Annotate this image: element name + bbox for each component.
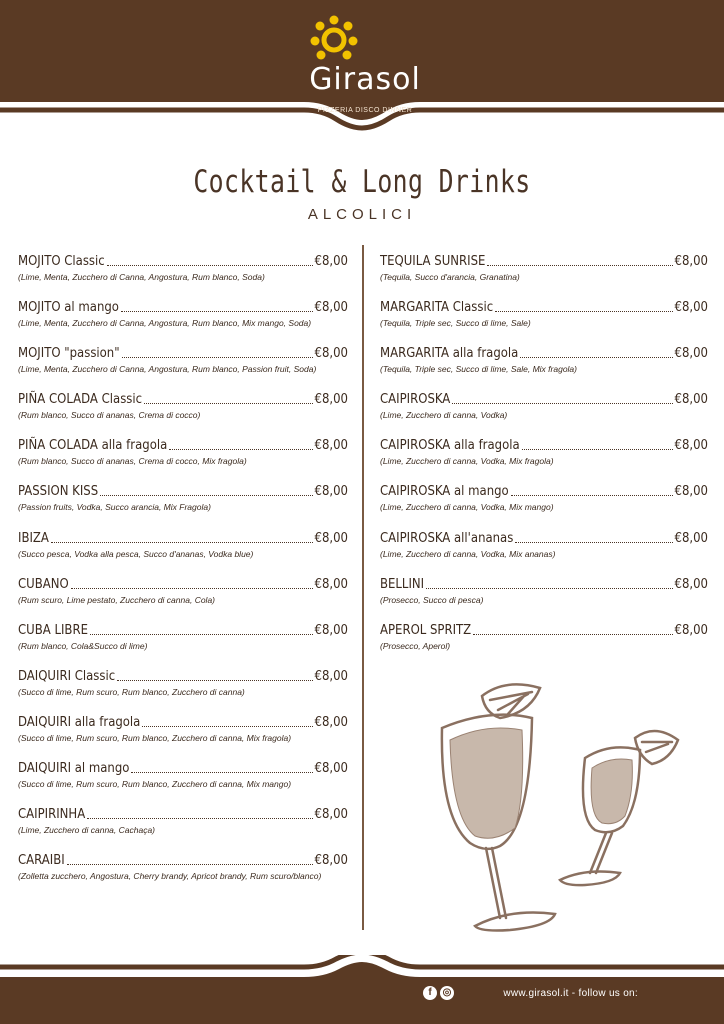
item-name: MOJITO Classic <box>18 254 105 269</box>
menu-item <box>18 577 348 623</box>
item-ingredients: (Lime, Zucchero di canna, Vodka, Mix ananas) <box>380 548 556 559</box>
item-name: MARGARITA alla fragola <box>380 346 519 362</box>
item-ingredients: (Succo di lime, Rum scuro, Rum blanco, Zucchero di canna) <box>18 686 245 697</box>
item-ingredients: (Prosecco, Aperol) <box>380 640 451 651</box>
leader-dots <box>520 357 672 358</box>
brand-logo <box>300 14 430 114</box>
item-ingredients: (Lime, Menta, Zucchero di Canna, Angostura, Rum blanco, Passion fruit, Soda) <box>18 364 317 375</box>
menu-item <box>380 300 708 346</box>
menu-title: Cocktail & Long Drinks <box>193 164 531 200</box>
instagram-icon[interactable]: ◎ <box>440 986 454 1000</box>
item-price: €8,00 <box>674 484 708 500</box>
item-name: MOJITO "passion" <box>18 346 120 362</box>
item-ingredients: (Tequila, Triple sec, Succo di lime, Sale) <box>380 318 531 329</box>
item-price: €8,00 <box>314 300 348 316</box>
leader-dots <box>473 634 672 635</box>
item-ingredients: (Lime, Menta, Zucchero di Canna, Angostura, Rum blanco, Soda) <box>18 272 265 282</box>
facebook-icon[interactable]: f <box>423 986 437 1000</box>
menu-item <box>380 392 708 438</box>
leader-dots <box>515 542 672 543</box>
item-name: IBIZA <box>18 530 49 546</box>
item-ingredients: (Succo pesca, Vodka alla pesca, Succo d'ananas, Vodka blue) <box>18 548 254 559</box>
item-name: MARGARITA Classic <box>380 300 494 316</box>
item-name: DAIQUIRI al mango <box>18 761 130 777</box>
menu-item <box>18 715 348 761</box>
item-ingredients: (Lime, Zucchero di canna, Vodka, Mix fragola) <box>380 456 554 467</box>
footer-website-text[interactable]: www.girasol.it - follow us on: <box>503 988 638 999</box>
item-name: CAIPIROSKA alla fragola <box>380 438 520 454</box>
leader-dots <box>51 542 313 543</box>
item-ingredients: (Lime, Zucchero di canna, Vodka, Mix mango) <box>380 502 554 513</box>
leader-dots <box>144 403 312 404</box>
item-price: €8,00 <box>314 807 348 823</box>
item-price: €8,00 <box>314 576 348 592</box>
leader-dots <box>142 726 312 727</box>
item-name: PIÑA COLADA alla fragola <box>18 438 168 454</box>
item-price: €8,00 <box>314 668 348 684</box>
item-name: DAIQUIRI Classic <box>18 668 116 684</box>
menu-item <box>18 484 348 530</box>
item-name: MOJITO al mango <box>18 300 119 316</box>
item-ingredients: (Rum scuro, Lime pestato, Zucchero di canna, Cola) <box>18 594 216 605</box>
menu-item <box>380 438 708 484</box>
menu-item <box>18 392 348 438</box>
leader-dots <box>87 818 312 819</box>
leader-dots <box>511 495 673 496</box>
footer <box>0 955 724 1024</box>
menu-item <box>18 807 348 853</box>
item-price: €8,00 <box>674 392 708 408</box>
item-price: €8,00 <box>674 254 708 269</box>
item-price: €8,00 <box>314 530 348 546</box>
menu-item <box>380 254 708 300</box>
leader-dots <box>107 265 313 266</box>
menu-item <box>380 346 708 392</box>
item-price: €8,00 <box>314 484 348 500</box>
item-name: CAIPIROSKA <box>380 392 451 408</box>
item-ingredients: (Lime, Menta, Zucchero di Canna, Angostura, Rum blanco, Mix mango, Soda) <box>18 318 312 329</box>
column-divider <box>362 245 364 930</box>
item-name: TEQUILA SUNRISE <box>380 254 486 269</box>
brand-tagline: PIZZERIA DISCO DINNER <box>317 107 413 114</box>
leader-dots <box>131 772 312 773</box>
brand-name: Girasol <box>309 62 421 97</box>
item-ingredients: (Lime, Zucchero di canna, Cachaça) <box>18 825 156 836</box>
item-ingredients: (Succo di lime, Rum scuro, Rum blanco, Zucchero di canna, Mix mango) <box>18 779 292 790</box>
menu-item <box>18 300 348 346</box>
leader-dots <box>522 449 673 450</box>
item-ingredients: (Rum blanco, Succo di ananas, Crema di cocco) <box>18 410 201 421</box>
item-price: €8,00 <box>314 346 348 362</box>
item-name: CUBA LIBRE <box>18 622 88 638</box>
leader-dots <box>452 403 672 404</box>
menu-item <box>18 761 348 807</box>
item-ingredients: (Tequila, Triple sec, Succo di lime, Sale, Mix fragola) <box>380 364 577 375</box>
leader-dots <box>495 311 672 312</box>
menu-item <box>380 531 708 577</box>
leader-dots <box>121 311 313 312</box>
menu-item <box>18 669 348 715</box>
item-ingredients: (Tequila, Succo d'arancia, Granatina) <box>380 272 520 282</box>
item-price: €8,00 <box>674 438 708 454</box>
leader-dots <box>169 449 312 450</box>
item-ingredients: (Zolletta zucchero, Angostura, Cherry brandy, Apricot brandy, Rum scuro/blanco) <box>18 871 322 882</box>
menu-column-left <box>18 254 348 899</box>
leader-dots <box>100 495 312 496</box>
menu-item <box>380 623 708 669</box>
item-ingredients: (Lime, Zucchero di canna, Vodka) <box>380 410 508 421</box>
item-ingredients: (Rum blanco, Succo di ananas, Crema di cocco, Mix fragola) <box>18 456 247 467</box>
item-price: €8,00 <box>674 300 708 316</box>
item-name: BELLINI <box>380 576 425 592</box>
item-name: CARAIBI <box>18 853 65 869</box>
header <box>0 0 724 135</box>
item-name: CAIPIRINHA <box>18 807 86 823</box>
leader-dots <box>90 634 313 635</box>
item-price: €8,00 <box>674 576 708 592</box>
item-ingredients: (Rum blanco, Cola&Succo di lime) <box>18 640 148 651</box>
item-price: €8,00 <box>674 622 708 638</box>
item-name: CAIPIROSKA al mango <box>380 484 509 500</box>
menu-item <box>18 346 348 392</box>
item-name: CAIPIROSKA all'ananas <box>380 530 514 546</box>
menu-item <box>18 623 348 669</box>
leader-dots <box>426 588 672 589</box>
item-price: €8,00 <box>674 346 708 362</box>
item-price: €8,00 <box>314 853 348 869</box>
leader-dots <box>487 265 672 266</box>
item-name: CUBANO <box>18 576 69 592</box>
item-price: €8,00 <box>314 392 348 408</box>
leader-dots <box>71 588 313 589</box>
item-ingredients: (Succo di lime, Rum scuro, Rum blanco, Zucchero di canna, Mix fragola) <box>18 732 292 743</box>
menu-item <box>18 531 348 577</box>
item-name: APEROL SPRITZ <box>380 622 472 638</box>
item-price: €8,00 <box>314 438 348 454</box>
leader-dots <box>67 864 313 865</box>
menu-item <box>18 254 348 300</box>
menu-column-right <box>380 254 708 669</box>
item-ingredients: (Prosecco, Succo di pesca) <box>380 594 484 605</box>
cocktail-glasses-illustration <box>420 668 720 958</box>
menu-item <box>18 438 348 484</box>
item-price: €8,00 <box>314 622 348 638</box>
leader-dots <box>122 357 313 358</box>
leader-dots <box>117 680 312 681</box>
menu-subtitle: ALCOLICI <box>307 206 417 223</box>
item-name: PIÑA COLADA Classic <box>18 392 143 408</box>
item-ingredients: (Passion fruits, Vodka, Succo arancia, Mix Fragola) <box>18 502 211 513</box>
item-price: €8,00 <box>314 254 348 269</box>
item-price: €8,00 <box>674 530 708 546</box>
item-name: DAIQUIRI alla fragola <box>18 714 141 730</box>
item-name: PASSION KISS <box>18 484 99 500</box>
item-price: €8,00 <box>314 714 348 730</box>
menu-item <box>18 853 348 899</box>
item-price: €8,00 <box>314 761 348 777</box>
menu-item <box>380 484 708 530</box>
menu-item <box>380 577 708 623</box>
